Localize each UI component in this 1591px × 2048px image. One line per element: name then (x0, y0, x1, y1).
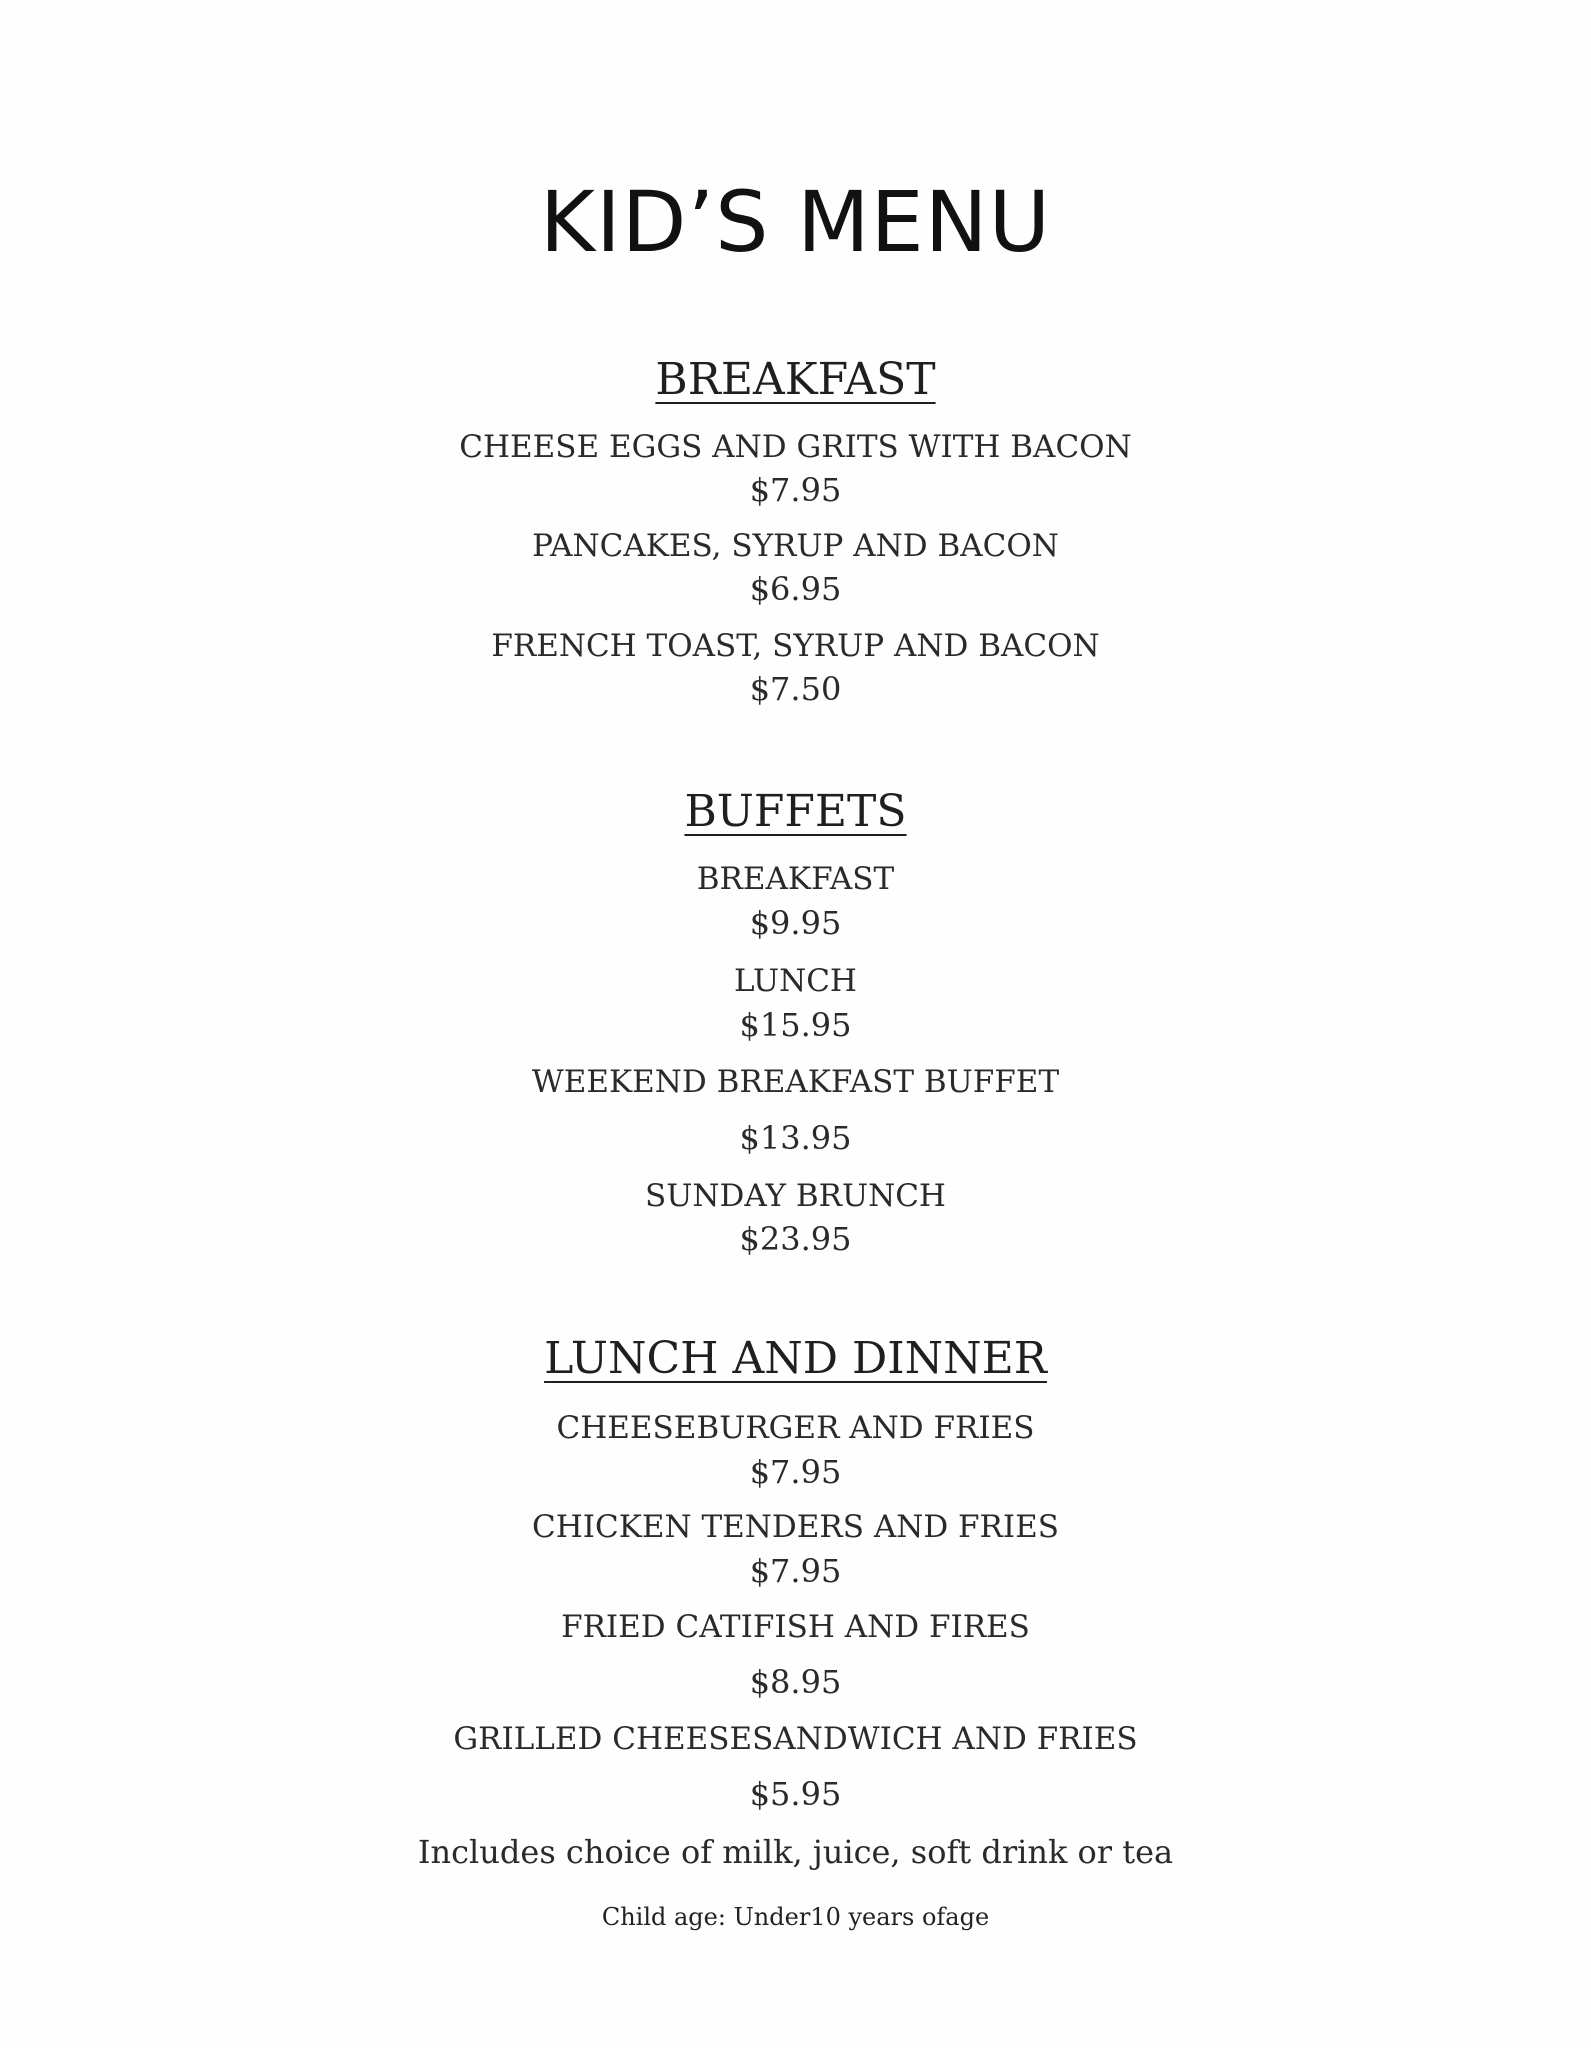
section-heading-lunch-and-dinner: LUNCH AND DINNER (544, 1333, 1047, 1384)
menu-item-name: WEEKEND BREAKFAST BUFFET (531, 1064, 1060, 1100)
menu-item-price: $6.95 (749, 570, 842, 608)
menu-item-name: FRENCH TOAST, SYRUP AND BACON (491, 628, 1100, 664)
section-heading-breakfast: BREAKFAST (655, 354, 936, 405)
menu-item-price: $9.95 (749, 904, 842, 942)
section-heading-buffets: BUFFETS (684, 786, 907, 837)
menu-item-price: $7.95 (749, 1453, 842, 1491)
menu-item-name: SUNDAY BRUNCH (645, 1178, 946, 1214)
menu-item-name: CHICKEN TENDERS AND FRIES (531, 1509, 1059, 1545)
menu-item-name: LUNCH (734, 963, 857, 999)
menu-item-price: $13.95 (739, 1119, 852, 1157)
age-note: Child age: Under10 years ofage (601, 1903, 990, 1931)
menu-item-price: $15.95 (739, 1006, 852, 1044)
drinks-note: Includes choice of milk, juice, soft drink or tea (417, 1833, 1174, 1871)
menu-item-price: $7.95 (749, 1552, 842, 1590)
menu-item-price: $7.95 (749, 471, 842, 509)
menu-item-price: $7.50 (749, 670, 842, 708)
menu-item-name: GRILLED CHEESESANDWICH AND FRIES (453, 1721, 1138, 1757)
menu-item-name: PANCAKES, SYRUP AND BACON (532, 528, 1059, 564)
menu-item-name: CHEESE EGGS AND GRITS WITH BACON (459, 429, 1132, 465)
menu-item-name: BREAKFAST (696, 861, 895, 897)
menu-item-price: $8.95 (749, 1663, 842, 1701)
menu-item-price: $23.95 (739, 1220, 852, 1258)
menu-item-price: $5.95 (749, 1775, 842, 1813)
menu-item-name: FRIED CATIFISH AND FIRES (561, 1609, 1030, 1645)
menu-item-name: CHEESEBURGER AND FRIES (556, 1410, 1035, 1446)
page-title: KID’S MENU (539, 173, 1052, 271)
